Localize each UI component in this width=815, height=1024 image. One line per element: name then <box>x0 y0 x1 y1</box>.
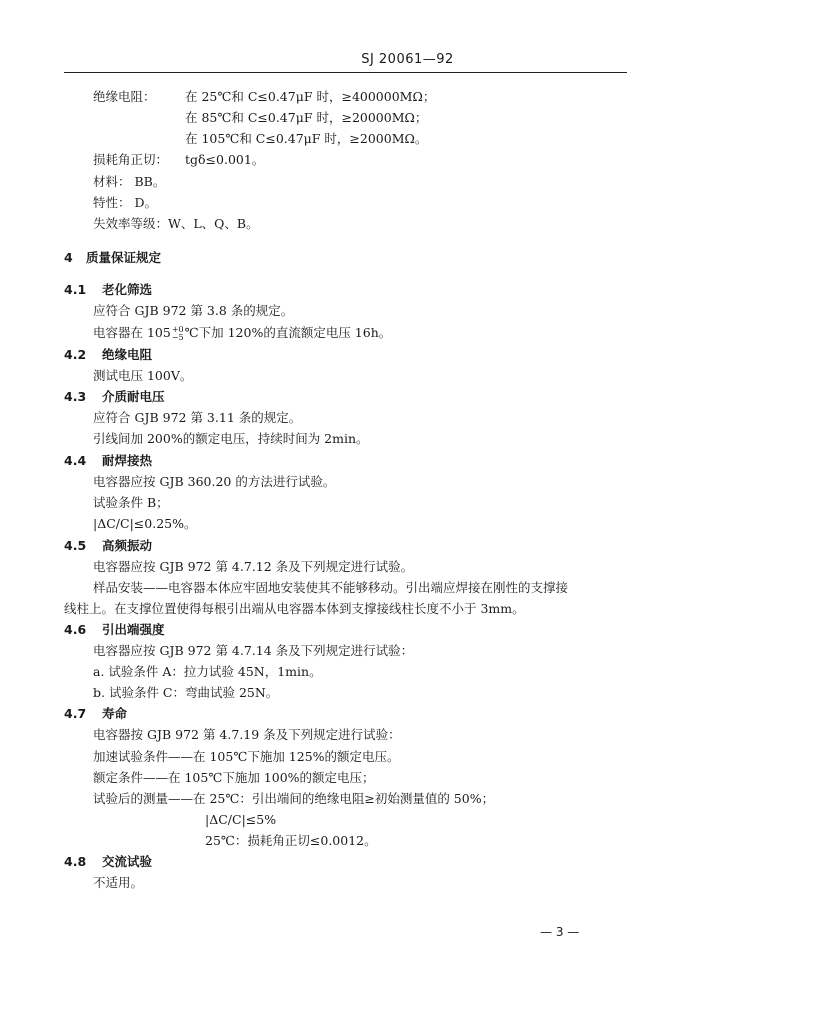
insulation-value-105c: 在 105℃和 C≤0.47μF 时，≥2000MΩ。 <box>185 131 428 146</box>
section-number: 4.5 <box>64 538 87 553</box>
paragraph: 试验后的测量——在 25℃：引出端间的绝缘电阻≥初始测量值的 50%； <box>93 791 495 806</box>
section-4-8-heading <box>64 853 152 871</box>
section-number: 4.6 <box>64 622 87 637</box>
insulation-value-25c: 在 25℃和 C≤0.47μF 时，≥400000MΩ； <box>185 89 436 104</box>
paragraph: 额定条件——在 105℃下施加 100%的额定电压； <box>93 770 375 785</box>
section-number: 4.4 <box>64 453 87 468</box>
section-4-4-heading <box>64 452 152 470</box>
paragraph: 电容器应按 GJB 972 第 4.7.12 条及下列规定进行试验。 <box>93 559 414 574</box>
paragraph: 电容器按 GJB 972 第 4.7.19 条及下列规定进行试验： <box>93 727 401 742</box>
section-4-3-heading <box>64 388 165 406</box>
list-item-a: a. 试验条件 A：拉力试验 45N，1min。 <box>93 664 322 679</box>
document-header-code: SJ 20061—92 <box>361 52 454 67</box>
paragraph-aging-condition <box>93 324 391 342</box>
loss-tangent-label: 损耗角正切： <box>93 152 169 167</box>
capacitance-change-limit: |ΔC/C|≤5% <box>205 812 277 827</box>
section-4-7-heading <box>64 705 127 723</box>
section-4-heading <box>64 249 161 267</box>
paragraph: 电容器应按 GJB 360.20 的方法进行试验。 <box>93 474 336 489</box>
section-title: 耐焊接热 <box>102 453 153 468</box>
property-line: 特性： D。 <box>93 195 157 210</box>
paragraph: 样品安装——电容器本体应牢固地安装使其不能够移动。引出端应焊接在刚性的支撑接 <box>93 580 569 595</box>
section-title: 寿命 <box>102 706 128 721</box>
section-number: 4.1 <box>64 282 87 297</box>
paragraph: 应符合 GJB 972 第 3.8 条的规定。 <box>93 303 294 318</box>
section-title: 引出端强度 <box>102 622 165 637</box>
section-4-5-heading <box>64 537 152 555</box>
insulation-value-85c: 在 85℃和 C≤0.47μF 时，≥20000MΩ； <box>185 110 428 125</box>
section-title: 绝缘电阻 <box>102 347 153 362</box>
material-line: 材料： BB。 <box>93 174 166 189</box>
section-number: 4.8 <box>64 854 87 869</box>
loss-tangent-value: tgδ≤0.001。 <box>185 152 265 167</box>
insulation-label: 绝缘电阻： <box>93 89 156 104</box>
section-4-6-heading <box>64 621 165 639</box>
section-number: 4.2 <box>64 347 87 362</box>
section-title: 介质耐电压 <box>102 389 165 404</box>
paragraph: 加速试验条件——在 105℃下施加 125%的额定电压。 <box>93 749 400 764</box>
tolerance-lower: −5 <box>171 332 184 342</box>
section-title: 交流试验 <box>102 854 153 869</box>
text-fragment: ℃下加 120%的直流额定电压 16h。 <box>184 325 392 340</box>
section-number: 4 <box>64 250 73 265</box>
tolerance-upper: +0 <box>171 324 184 334</box>
paragraph: |ΔC/C|≤0.25%。 <box>93 516 197 531</box>
section-title: 老化筛选 <box>102 282 153 297</box>
page-number: — 3 — <box>540 925 580 939</box>
section-4-1-heading <box>64 281 152 299</box>
section-number: 4.7 <box>64 706 87 721</box>
header-rule <box>64 72 627 73</box>
loss-tangent-limit: 25℃：损耗角正切≤0.0012。 <box>205 833 377 848</box>
list-item-b: b. 试验条件 C：弯曲试验 25N。 <box>93 685 279 700</box>
paragraph: 测试电压 100V。 <box>93 368 193 383</box>
paragraph: 不适用。 <box>93 875 144 890</box>
paragraph: 引线间加 200%的额定电压，持续时间为 2min。 <box>93 431 369 446</box>
paragraph-continuation: 线柱上。在支撑位置使得每根引出端从电容器本体到支撑接线柱长度不小于 3mm。 <box>64 601 525 616</box>
section-title: 高频振动 <box>102 538 153 553</box>
section-title: 质量保证规定 <box>86 250 162 265</box>
paragraph: 电容器应按 GJB 972 第 4.7.14 条及下列规定进行试验： <box>93 643 414 658</box>
temperature-tolerance <box>172 326 184 342</box>
paragraph: 应符合 GJB 972 第 3.11 条的规定。 <box>93 410 302 425</box>
failure-rate-line: 失效率等级：W、L、Q、B。 <box>93 216 259 231</box>
text-fragment: 电容器在 105 <box>93 325 171 340</box>
section-number: 4.3 <box>64 389 87 404</box>
paragraph: 试验条件 B； <box>93 495 169 510</box>
section-4-2-heading <box>64 346 152 364</box>
